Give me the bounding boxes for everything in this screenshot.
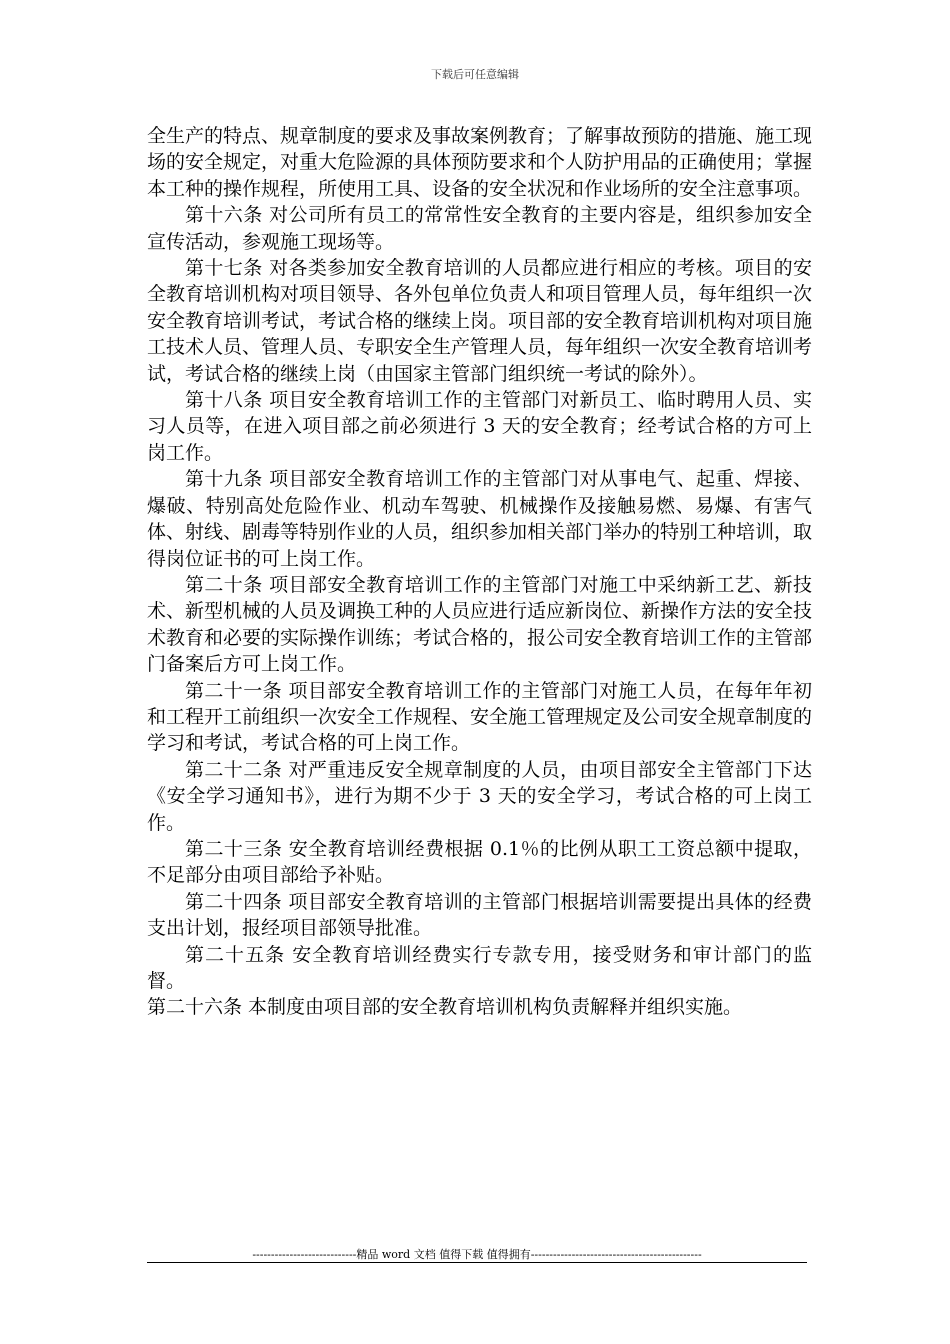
article-17: 第十七条 对各类参加安全教育培训的人员都应进行相应的考核。项目的安全教育培训机构对项目领导、各外包单位负责人和项目管理人员，每年组织一次安全教育培训考试，考试合格的继续上岗。项目部的安全教育培训机构对项目施工技术人员、管理人员、专职安全生产管理人员，每年组织一次安全教育培训考试，考试合格的继续上岗（由国家主管部门组织统一考试的除外）。 xyxy=(147,257,813,385)
article-23: 第二十三条 安全教育培训经费根据 0.1％的比例从职工工资总额中提取，不足部分由项目部给予补贴。 xyxy=(147,837,812,887)
article-21: 第二十一条 项目部安全教育培训工作的主管部门对施工人员，在每年年初和工程开工前组织一次安全工作规程、安全施工管理规定及公司安全规章制度的学习和考试，考试合格的可上岗工作。 xyxy=(147,679,813,755)
article-20: 第二十条 项目部安全教育培训工作的主管部门对施工中采纳新工艺、新技术、新型机械的人员及调换工种的人员应进行适应新岗位、新操作方法的安全技术教育和必要的实际操作训练；考试合格的，报公司安全教育培训工作的主管部门备案后方可上岗工作。 xyxy=(147,573,813,676)
article-24: 第二十四条 项目部安全教育培训的主管部门根据培训需要提出具体的经费支出计划，报经项目部领导批准。 xyxy=(147,890,812,940)
paragraph-continuation: 全生产的特点、规章制度的要求及事故案例教育；了解事故预防的措施、施工现场的安全规定，对重大危险源的具体预防要求和个人防护用品的正确使用；掌握本工种的操作规程，所使用工具、设备的安全状况和作业场所的安全注意事项。 xyxy=(147,125,813,200)
document-body xyxy=(147,123,812,1021)
article-22: 第二十二条 对严重违反安全规章制度的人员，由项目部安全主管部门下达《安全学习通知书》，进行为期不少于 3 天的安全学习，考试合格的可上岗工作。 xyxy=(147,758,812,834)
footer-text: ----------------------------精品 word 文档 值得下载 值得拥有---------------------------------------------- xyxy=(252,1248,702,1261)
header-note: 下载后可任意编辑 xyxy=(431,68,519,81)
article-26: 第二十六条 本制度由项目部的安全教育培训机构负责解释并组织实施。 xyxy=(147,996,743,1019)
article-19: 第十九条 项目部安全教育培训工作的主管部门对从事电气、起重、焊接、爆破、特别高处危险作业、机动车驾驶、机械操作及接触易燃、易爆、有害气体、射线、剧毒等特别作业的人员，组织参加相关部门举办的特别工种培训，取得岗位证书的可上岗工作。 xyxy=(147,468,813,570)
article-16: 第十六条 对公司所有员工的常常性安全教育的主要内容是，组织参加安全宣传活动，参观施工现场等。 xyxy=(147,204,812,253)
article-18: 第十八条 项目安全教育培训工作的主管部门对新员工、临时聘用人员、实习人员等，在进入项目部之前必须进行 3 天的安全教育；经考试合格的方可上岗工作。 xyxy=(147,389,812,464)
article-25: 第二十五条 安全教育培训经费实行专款专用，接受财务和审计部门的监督。 xyxy=(147,943,812,992)
footer-divider xyxy=(147,1262,807,1263)
